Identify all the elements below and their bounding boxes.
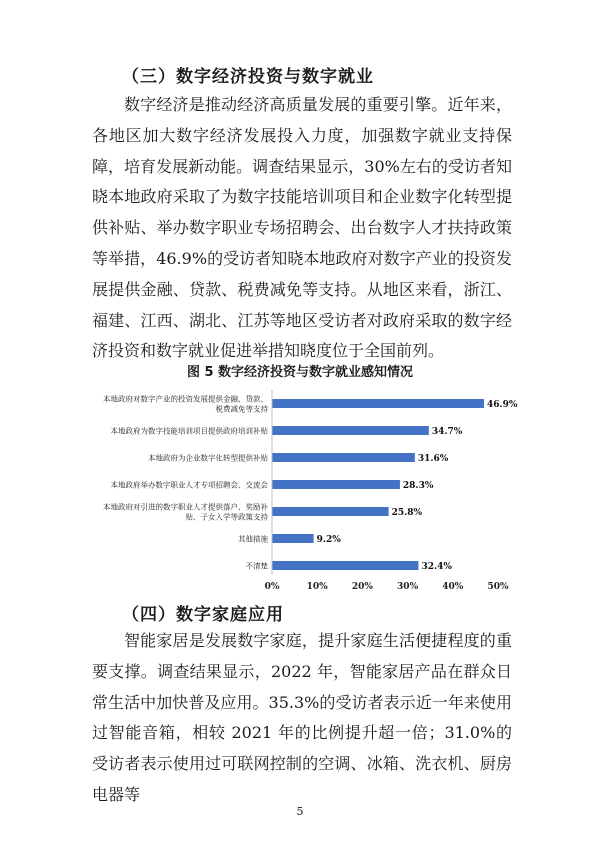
x-tick-label: 10% xyxy=(306,582,328,592)
bar xyxy=(272,399,484,408)
bar xyxy=(272,507,389,516)
category-label: 本地政府举办数字职业人才专项招聘会、交流会 xyxy=(110,480,268,490)
paragraph-digital-home: 智能家居是发展数字家庭，提升家庭生活便捷程度的重要支撑。调查结果显示，2022 年，智能家居产品在群众日常生活中加快普及应用。35.3%的受访者表示近一年来使用过智能音箱，相较 2021 年的比例提升超一倍；31.0%的受访者表示使用过可联网控制的空调、冰箱、洗衣机、厨房电器等 xyxy=(92,631,512,804)
x-tick-label: 40% xyxy=(442,582,464,592)
x-tick-label: 0% xyxy=(264,582,280,592)
bar xyxy=(272,534,314,543)
data-label: 25.8% xyxy=(391,508,423,518)
bar xyxy=(272,561,418,570)
section-heading-digital-home: （四）数字家庭应用 xyxy=(122,605,284,625)
category-label: 本地政府对数字产业的投资发展提供金融、贷款、税费减免等支持 xyxy=(103,394,268,414)
x-tick-label: 20% xyxy=(351,582,373,592)
x-tick-label: 30% xyxy=(397,582,419,592)
figure-title: 图 5 数字经济投资与数字就业感知情况 xyxy=(186,365,414,380)
category-label: 其他措施 xyxy=(238,534,268,544)
data-label: 32.4% xyxy=(421,562,452,572)
category-label: 不清楚 xyxy=(245,561,268,571)
data-label: 28.3% xyxy=(402,481,434,491)
page-number: 5 xyxy=(296,805,304,818)
data-label: 31.6% xyxy=(417,454,449,464)
bar xyxy=(272,426,429,435)
category-label: 本地政府对引进的数字职业人才提供落户、奖励补贴、子女入学等政策支持 xyxy=(103,502,268,522)
bar xyxy=(272,453,415,462)
data-label: 34.7% xyxy=(431,427,463,437)
section-heading-digital-investment: （三）数字经济投资与数字就业 xyxy=(122,67,374,87)
data-label: 9.2% xyxy=(316,535,341,545)
bar xyxy=(272,480,400,489)
data-label: 46.9% xyxy=(486,400,518,410)
category-label: 本地政府为企业数字化转型提供补贴 xyxy=(148,453,268,463)
paragraph-digital-investment: 数字经济是推动经济高质量发展的重要引擎。近年来，各地区加大数字经济发展投入力度，加强数字就业支持保障，培育发展新动能。调查结果显示，30%左右的受访者知晓本地政府采取了为数字技能培训项目和企业数字化转型提供补贴、举办数字职业专场招聘会、出台数字人才扶持政策等举措，46.9%的受访者知晓本地政府对数字产业的投资发展提供金融、贷款、税费减免等支持。从地区来看，浙江、福建、江西、湖北、江苏等地区受访者对政府采取的数字经济投资和数字就业促进举措知晓度位于全国前列。 xyxy=(92,95,512,361)
category-label: 本地政府为数字技能培训项目提供政府培训补贴 xyxy=(110,426,268,436)
x-tick-label: 50% xyxy=(487,582,509,592)
bar-chart xyxy=(88,380,528,605)
